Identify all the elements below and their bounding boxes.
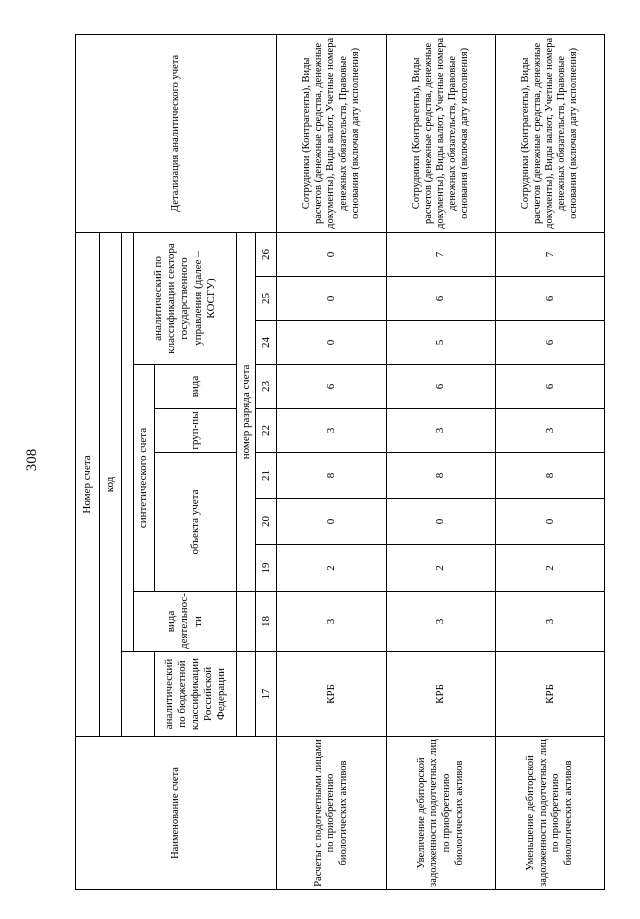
row-value-17: КРБ [277,652,387,737]
digit-18: 18 [256,592,277,652]
rotated-table-container [75,35,605,890]
header-kosgu: аналитический по классификации сектора государственного управления (далее – КОСГУ) [133,232,236,364]
row-value-26: 0 [277,232,387,276]
table-row [386,34,496,889]
row-value-18: 3 [496,592,605,652]
digit-23: 23 [256,365,277,409]
accounts-table [75,34,605,890]
row-value-17: КРБ [386,652,496,737]
row-value-21: 8 [386,453,496,499]
header-activity-type: вида деятельнос-ти [133,592,236,652]
row-value-23: 6 [277,365,387,409]
header-analytic-budget: аналитический по бюджетной классификации Российской Федерации [155,652,237,737]
row-value-22: 3 [277,409,387,453]
header-kind: вида [155,365,237,409]
row-value-21: 8 [496,453,605,499]
header-activity-gap [237,592,256,652]
header-budget-gap [237,652,256,737]
header-row-1 [76,34,100,889]
header-synthetic-account: синтетического счета [133,365,154,592]
digit-21: 21 [256,453,277,499]
row-value-23: 6 [496,365,605,409]
header-code: код [100,232,122,736]
row-value-18: 3 [386,592,496,652]
row-account-name: Уменьшение дебиторской задолженности подотчетных лиц по приобретению биологических активов [496,737,605,890]
row-value-26: 7 [386,232,496,276]
row-value-24: 0 [277,321,387,365]
page-number: 308 [24,448,40,472]
header-digit-number: номер разряда счета [237,232,256,591]
digit-24: 24 [256,321,277,365]
row-value-20: 0 [386,499,496,545]
row-value-26: 7 [496,232,605,276]
row-value-19: 2 [386,545,496,592]
table-row [277,34,387,889]
row-value-22: 3 [386,409,496,453]
row-value-22: 3 [496,409,605,453]
row-value-25: 0 [277,277,387,321]
digit-17: 17 [256,652,277,737]
row-value-24: 5 [386,321,496,365]
row-value-19: 2 [277,545,387,592]
row-account-name: Расчеты с подотчетными лицами по приобретению биологических активов [277,737,387,890]
header-account-number: Номер счета [76,232,100,736]
row-account-name: Увеличение дебиторской задолженности подотчетных лиц по приобретению биологических активов [386,737,496,890]
header-code-spacer [122,232,134,651]
row-value-18: 3 [277,592,387,652]
digit-25: 25 [256,277,277,321]
header-group: груп-пы [155,409,237,453]
digit-20: 20 [256,499,277,545]
row-value-25: 6 [496,277,605,321]
digit-26: 26 [256,232,277,276]
header-analytic-detail: Детализация аналитического учета [76,34,277,232]
row-value-20: 0 [496,499,605,545]
row-value-21: 8 [277,453,387,499]
digit-19: 19 [256,545,277,592]
table-row [496,34,605,889]
row-analytic-detail: Сотрудники (Контрагенты), Виды расчетов (денежные средства, денежные документы), Виды валют, Учетные номера денежных обязательств, Правовые основания (включая дату исполнения) [496,34,605,232]
header-accounting-object: объекта учета [155,453,237,592]
header-budget-spacer [122,652,155,737]
row-value-23: 6 [386,365,496,409]
row-value-24: 6 [496,321,605,365]
row-analytic-detail: Сотрудники (Контрагенты), Виды расчетов (денежные средства, денежные документы), Виды валют, Учетные номера денежных обязательств, Правовые основания (включая дату исполнения) [386,34,496,232]
row-value-25: 6 [386,277,496,321]
digit-22: 22 [256,409,277,453]
row-value-19: 2 [496,545,605,592]
header-account-name: Наименование счета [76,737,277,890]
row-analytic-detail: Сотрудники (Контрагенты), Виды расчетов (денежные средства, денежные документы), Виды валют, Учетные номера денежных обязательств, Правовые основания (включая дату исполнения) [277,34,387,232]
row-value-20: 0 [277,499,387,545]
row-value-17: КРБ [496,652,605,737]
